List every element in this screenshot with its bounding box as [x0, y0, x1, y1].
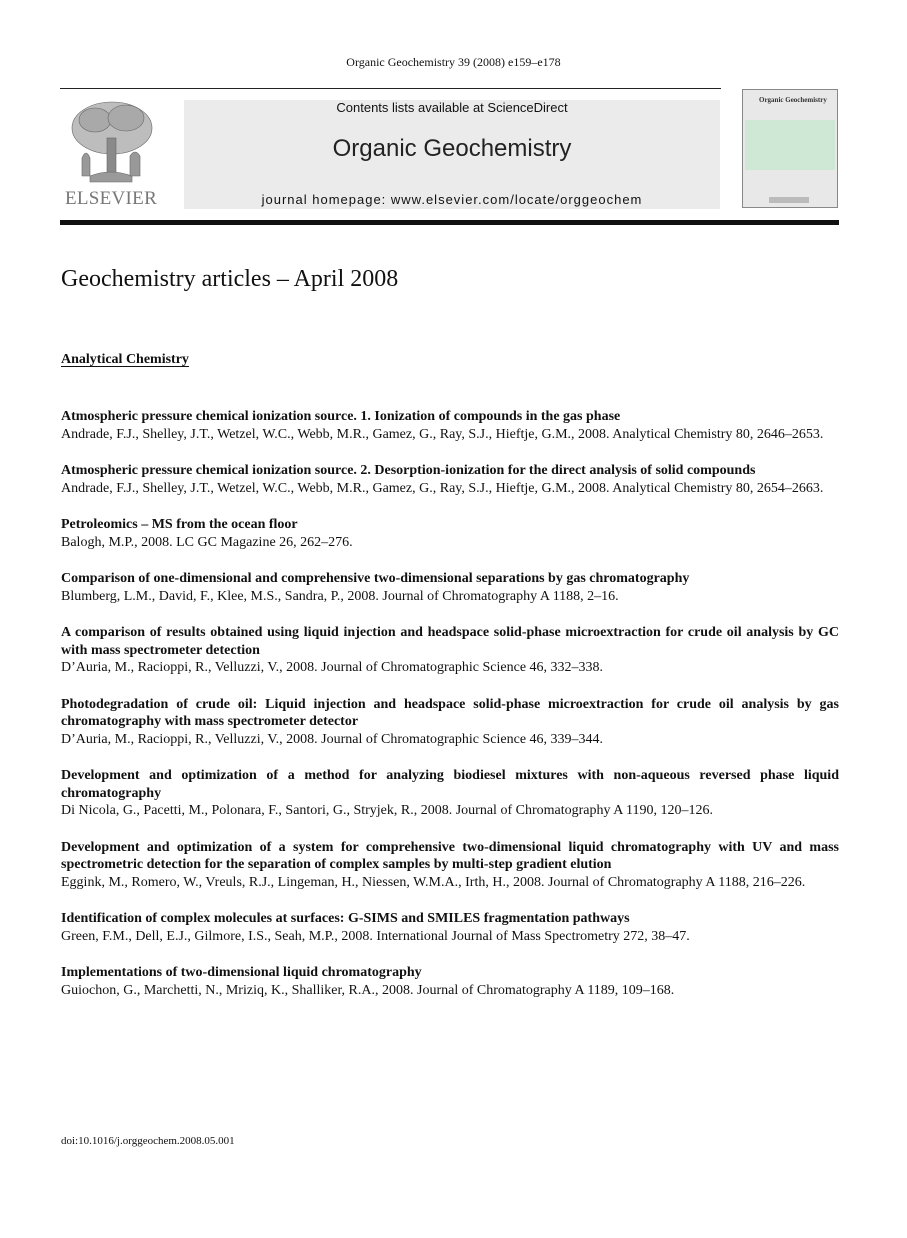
article-citation: Andrade, F.J., Shelley, J.T., Wetzel, W.C., Webb, M.R., Gamez, G., Ray, S.J., Hieftje, G.M., 2008. Analytical Chemistry 80, 2646–2653. [61, 426, 824, 442]
cover-title: Organic Geochemistry [759, 96, 827, 104]
top-rule [60, 88, 721, 89]
article-citation: Green, F.M., Dell, E.J., Gilmore, I.S., Seah, M.P., 2008. International Journal of Mass Spectrometry 272, 38–47. [61, 928, 690, 944]
article-citation: Di Nicola, G., Pacetti, M., Polonara, F., Santori, G., Stryjek, R., 2008. Journal of Chromatography A 1190, 120–126. [61, 803, 714, 818]
article-citation: Andrade, F.J., Shelley, J.T., Wetzel, W.C., Webb, M.R., Gamez, G., Ray, S.J., Hieftje, G.M., 2008. Analytical Chemistry 80, 2654–2663. [61, 480, 824, 496]
elsevier-logo [60, 98, 162, 210]
contents-line: Contents lists available at ScienceDirect [336, 100, 568, 115]
article-title: Development and optimization of a method for analyzing biodiesel mixtures with non-aqueous reversed phase liquid chromatography [61, 768, 839, 801]
article-title: Photodegradation of crude oil: Liquid injection and headspace solid-phase microextraction for crude oil analysis by gas chromatography with mass spectrometer detector [61, 696, 839, 729]
elsevier-tree-icon [60, 98, 162, 186]
article-title: Identification of complex molecules at surfaces: G-SIMS and SMILES fragmentation pathways [61, 911, 630, 926]
header-rule [60, 220, 839, 225]
article-title: Development and optimization of a system for comprehensive two-dimensional liquid chromatography with UV and mass spectrometric detection for the separation of complex samples by multi-step gradient elution [61, 839, 839, 872]
article-entry [61, 408, 839, 443]
article-entry [61, 767, 839, 820]
article-citation: Balogh, M.P., 2008. LC GC Magazine 26, 262–276. [61, 534, 353, 550]
cover-band [745, 120, 835, 170]
article-citation: Eggink, M., Romero, W., Vreuls, R.J., Lingeman, H., Niessen, W.M.A., Irth, H., 2008. Journal of Chromatography A 1188, 216–226. [61, 874, 806, 890]
article-citation: Blumberg, L.M., David, F., Klee, M.S., Sandra, P., 2008. Journal of Chromatography A 1188, 2–16. [61, 588, 619, 604]
journal-homepage[interactable]: journal homepage: www.elsevier.com/locate/orggeochem [261, 192, 643, 207]
article-entry [61, 696, 839, 749]
running-head: Organic Geochemistry 39 (2008) e159–e178 [346, 55, 561, 69]
article-title: Petroleomics – MS from the ocean floor [61, 517, 298, 532]
cover-foot [769, 197, 809, 203]
doi: doi:10.1016/j.orggeochem.2008.05.001 [61, 1135, 235, 1147]
article-title: Atmospheric pressure chemical ionization source. 2. Desorption-ionization for the direct analysis of solid compounds [61, 463, 756, 478]
article-entry [61, 462, 839, 497]
article-title: A comparison of results obtained using liquid injection and headspace solid-phase microextraction for crude oil analysis by GC with mass spectrometer detection [61, 625, 839, 658]
journal-name: Organic Geochemistry [332, 135, 572, 162]
section-heading: Analytical Chemistry [61, 352, 189, 367]
article-list [61, 408, 839, 1018]
article-entry [61, 570, 839, 605]
masthead [184, 100, 720, 209]
article-citation: D’Auria, M., Racioppi, R., Velluzzi, V., 2008. Journal of Chromatographic Science 46, 332–338. [61, 660, 604, 675]
article-entry [61, 839, 839, 892]
article-entry [61, 910, 839, 945]
elsevier-wordmark: ELSEVIER [64, 188, 158, 209]
article-citation: D’Auria, M., Racioppi, R., Velluzzi, V., 2008. Journal of Chromatographic Science 46, 339–344. [61, 731, 604, 747]
article-entry [61, 964, 839, 999]
article-entry [61, 516, 839, 551]
article-title: Comparison of one-dimensional and comprehensive two-dimensional separations by gas chromatography [61, 571, 690, 586]
article-entry [61, 624, 839, 677]
article-title: Implementations of two-dimensional liquid chromatography [61, 965, 422, 980]
article-citation: Guiochon, G., Marchetti, N., Mriziq, K., Shalliker, R.A., 2008. Journal of Chromatography A 1189, 109–168. [61, 982, 675, 998]
page-title: Geochemistry articles – April 2008 [61, 266, 399, 292]
journal-cover [742, 89, 838, 208]
article-title: Atmospheric pressure chemical ionization source. 1. Ionization of compounds in the gas phase [61, 409, 621, 424]
